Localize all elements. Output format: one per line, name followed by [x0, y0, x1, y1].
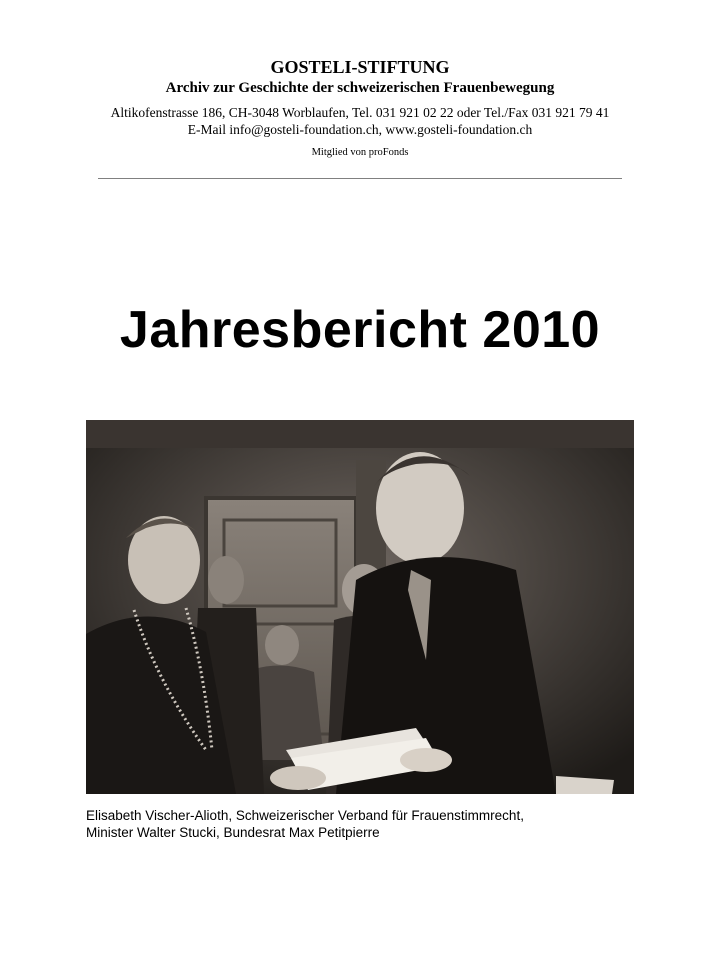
caption-line: Elisabeth Vischer-Alioth, Schweizerischer Verband für Frauenstimmrecht,: [86, 808, 524, 823]
organization-name: GOSTELI-STIFTUNG: [270, 57, 450, 77]
membership-note: Mitglied von proFonds: [311, 147, 409, 158]
caption-line: Minister Walter Stucki, Bundesrat Max Petitpierre: [86, 825, 380, 840]
report-title: Jahresbericht 2010: [119, 301, 601, 359]
contact-line: E-Mail info@gosteli-foundation.ch, www.gosteli-foundation.ch: [187, 122, 533, 137]
photo-illustration: [86, 420, 634, 794]
header-divider: [98, 178, 622, 179]
organization-subtitle: Archiv zur Geschichte der schweizerischen Frauenbewegung: [165, 80, 555, 96]
cover-photo: [86, 420, 634, 794]
letterhead: [0, 56, 720, 160]
address-line: Altikofenstrasse 186, CH-3048 Worblaufen, Tel. 031 921 02 22 oder Tel./Fax 031 921 79 41: [110, 105, 610, 120]
photo-caption: [86, 807, 646, 841]
